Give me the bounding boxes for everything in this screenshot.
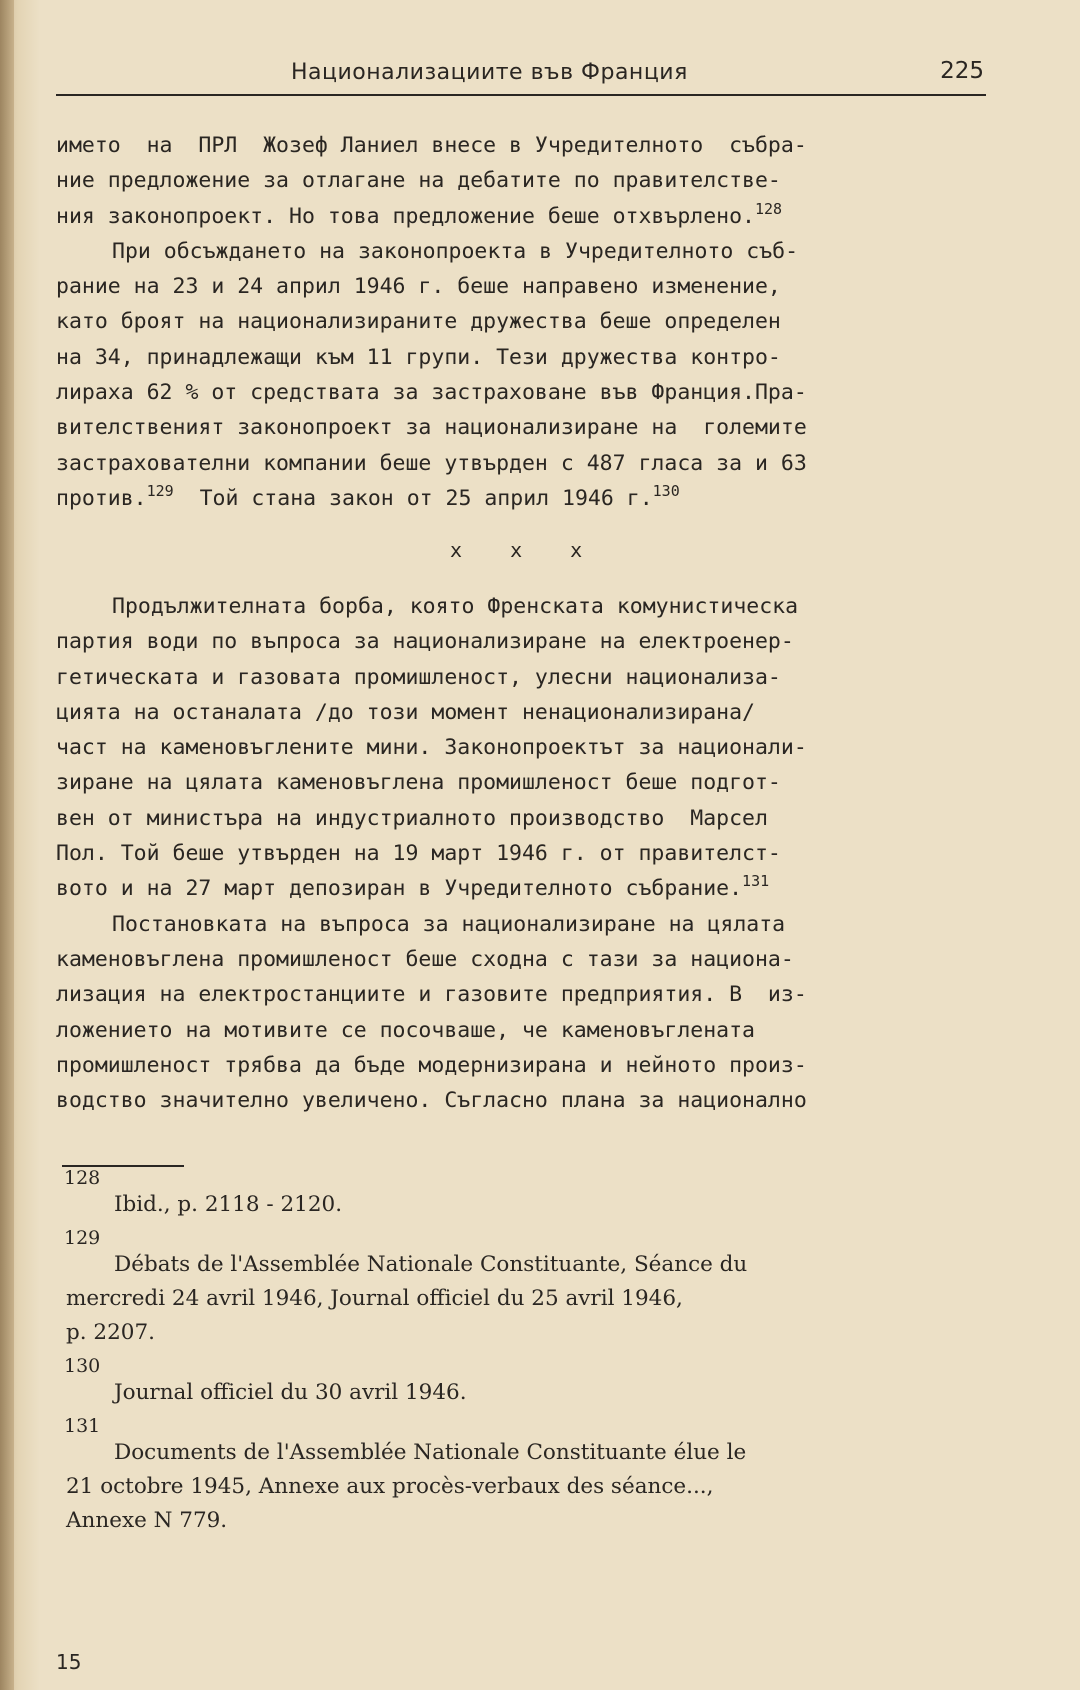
page-header xyxy=(56,58,986,96)
text-line xyxy=(56,871,986,906)
paragraph-1 xyxy=(56,128,986,234)
text-line: ние предложение за отлагане на дебатите по правителстве- xyxy=(56,168,781,194)
paragraph-3 xyxy=(56,589,986,907)
footnote-number: 129 xyxy=(64,1227,101,1249)
footnote-128 xyxy=(56,1168,996,1222)
book-spine-edge xyxy=(0,0,14,1690)
text-line: Пол. Той беше утвърден на 19 март 1946 г. от правителст- xyxy=(56,841,781,867)
signature-mark: 15 xyxy=(56,1650,82,1674)
text-line: на 34, принадлежащи към 11 групи. Тези дружества контро- xyxy=(56,344,781,370)
text-line: Постановката на въпроса за национализиране на цялата xyxy=(112,911,786,937)
footnote-129 xyxy=(56,1228,996,1350)
text-line: партия води по въпроса за национализиране на електроенер- xyxy=(56,629,794,655)
text-line xyxy=(56,481,986,516)
text-line: ложението на мотивите се посочваше, че каменовъглената xyxy=(56,1017,755,1043)
footnote-text: Annexe N 779. xyxy=(66,1508,228,1533)
footnote-text: mercredi 24 avril 1946, Journal officiel du 25 avril 1946, xyxy=(66,1286,683,1311)
main-text-upper xyxy=(56,128,986,516)
text-line-content: ния законопроект. Но това предложение беше отхвърлено. xyxy=(56,203,755,229)
footnote-number: 131 xyxy=(64,1415,101,1437)
section-separator: x x x xyxy=(450,538,601,562)
text-line: вителственият законопроект за национализиране на големите xyxy=(56,415,807,441)
text-line: каменовъглена промишленост беше сходна с тази за национа- xyxy=(56,946,794,972)
paragraph-2 xyxy=(56,234,986,516)
main-text-lower xyxy=(56,589,986,1118)
paragraph-4 xyxy=(56,907,986,1119)
footnote-text: Débats de l'Assemblée Nationale Constituante, Séance du xyxy=(114,1252,748,1277)
footnotes xyxy=(56,1168,996,1544)
text-line-content: вото и на 27 март депозиран в Учредителното събрание. xyxy=(56,876,743,902)
footnote-131 xyxy=(56,1416,996,1538)
footnote-text: Ibid., p. 2118 - 2120. xyxy=(114,1192,343,1217)
footnote-ref-131: 131 xyxy=(742,872,770,891)
footnote-number: 128 xyxy=(64,1167,101,1189)
text-line-content: Той стана закон от 25 април 1946 г. xyxy=(173,485,653,511)
text-line: като броят на национализираните дружества беше определен xyxy=(56,309,781,335)
text-line: гетическата и газовата промишленост, улесни национализа- xyxy=(56,664,781,690)
footnote-ref-128: 128 xyxy=(754,199,783,218)
text-line-content: против. xyxy=(56,485,147,511)
text-line: Продължителната борба, която Френската комунистическа xyxy=(112,594,799,619)
text-line: водство значително увеличено. Съгласно плана за национално xyxy=(56,1088,807,1114)
footnote-text: p. 2207. xyxy=(66,1320,155,1345)
text-line: При обсъждането на законопроекта в Учредителното съб- xyxy=(112,238,799,264)
page-number: 225 xyxy=(940,58,984,84)
footnote-number: 130 xyxy=(64,1355,101,1377)
footnote-text: Documents de l'Assemblée Nationale Constituante élue le xyxy=(114,1440,747,1465)
footnote-text: Journal officiel du 30 avril 1946. xyxy=(114,1380,467,1405)
text-line: зиране на цялата каменовъглена промишленост беше подгот- xyxy=(56,770,781,796)
text-line: името на ПРЛ Жозеф Ланиел внесе в Учредителното събра- xyxy=(56,133,807,158)
text-line: лираха 62 % от средствата за застраховане във Франция.Пра- xyxy=(56,380,807,406)
text-line: вен от министъра на индустриалното производство Марсел xyxy=(56,805,768,831)
text-line: застрахователни компании беше утвърден с 487 гласа за и 63 xyxy=(56,450,807,476)
running-title: Национализациите във Франция xyxy=(291,60,688,85)
footnote-ref-129: 129 xyxy=(146,481,174,500)
footnote-text: 21 octobre 1945, Annexe aux procès-verbaux des séance..., xyxy=(66,1474,714,1499)
text-line: цията на останалата /до този момент ненационализирана/ xyxy=(56,699,755,725)
text-line: рание на 23 и 24 април 1946 г. беше направено изменение, xyxy=(56,274,781,300)
footnote-130 xyxy=(56,1356,996,1410)
footnote-ref-130: 130 xyxy=(652,481,680,500)
text-line: лизация на електростанциите и газовите предприятия. В из- xyxy=(56,982,807,1008)
text-line: част на каменовъглените мини. Законопроектът за национали- xyxy=(56,735,807,761)
text-line xyxy=(56,199,986,234)
text-line: промишленост трябва да бъде модернизирана и нейното произ- xyxy=(56,1052,807,1078)
